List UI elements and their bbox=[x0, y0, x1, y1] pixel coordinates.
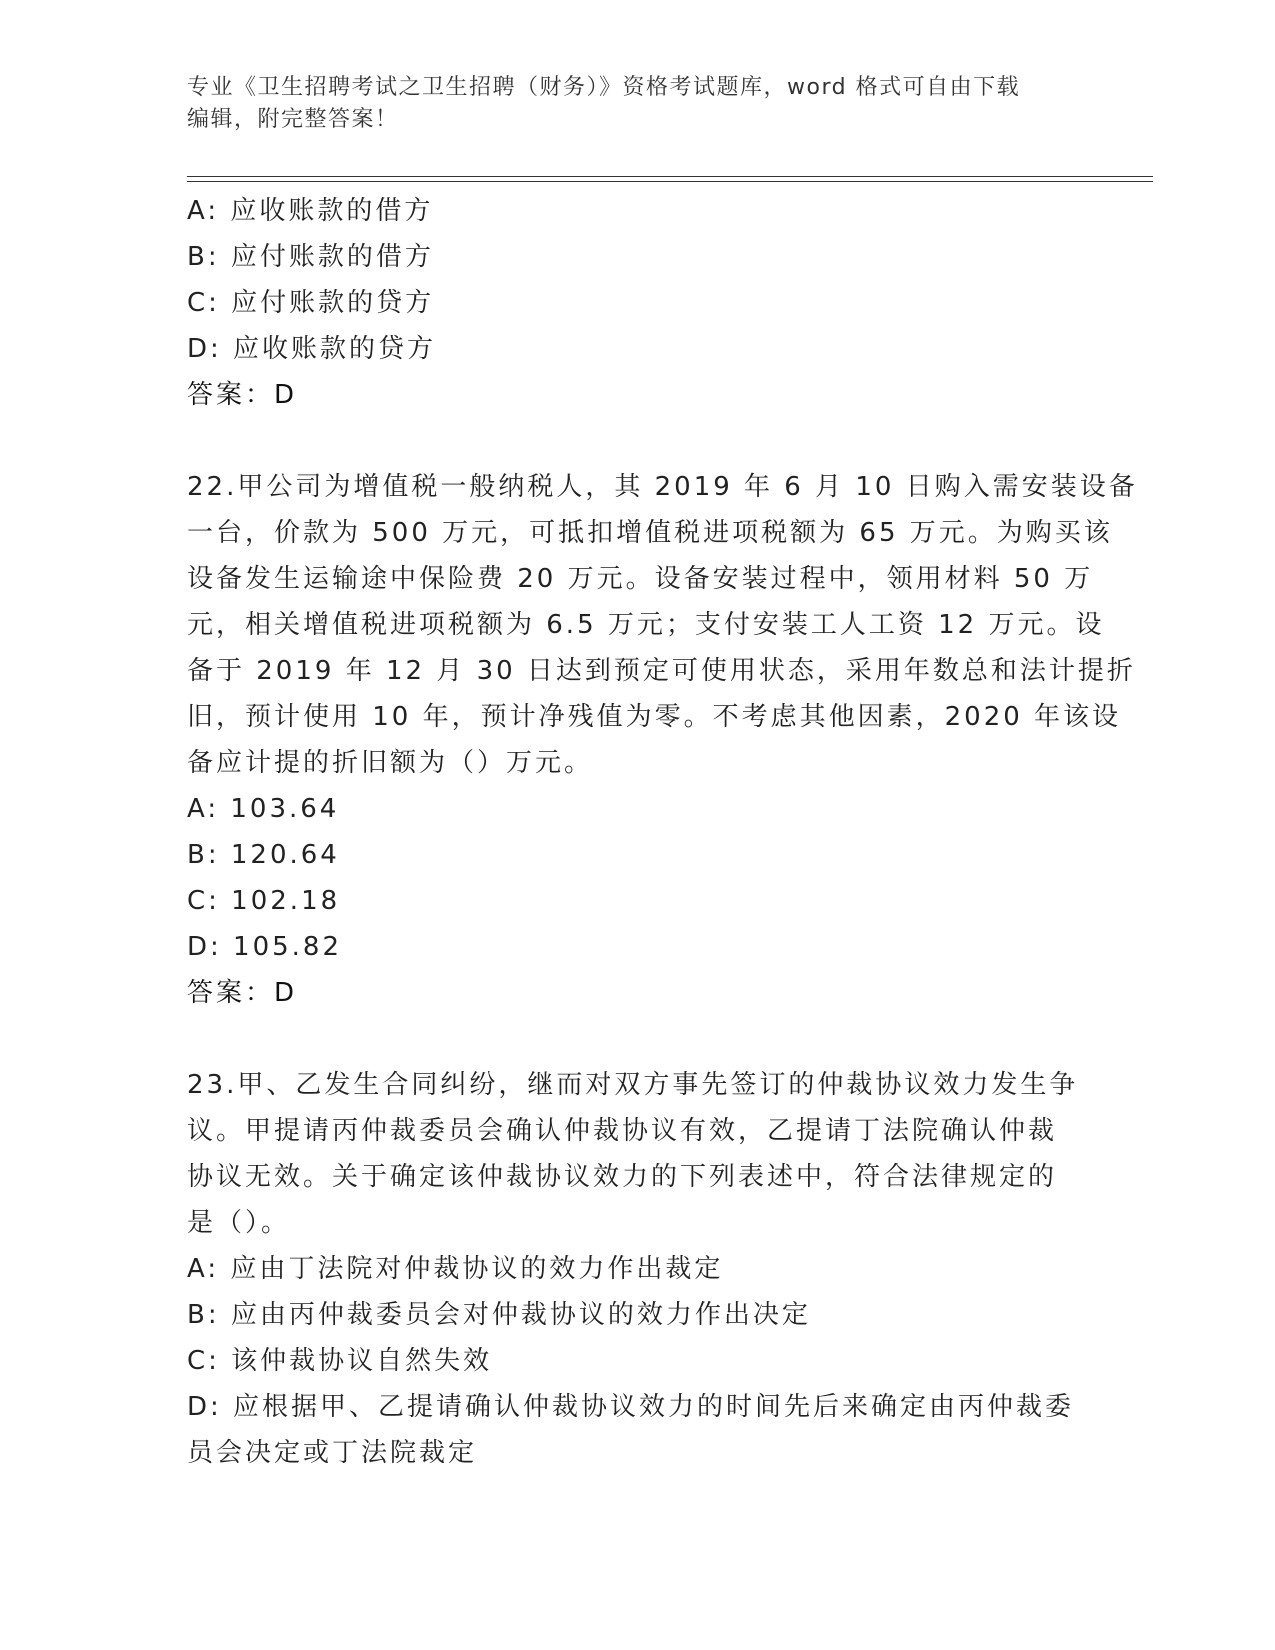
answer-label: 答案：D bbox=[187, 978, 298, 1008]
option-c: C: 应付账款的贷方 bbox=[187, 288, 435, 318]
spacer bbox=[187, 1016, 1087, 1062]
question-22 bbox=[187, 464, 1138, 1016]
spacer bbox=[187, 418, 1087, 464]
question-stem-line: 元，相关增值税进项税额为 6.5 万元；支付安装工人工资 12 万元。设 bbox=[187, 610, 1105, 640]
option-c: C: 该仲裁协议自然失效 bbox=[187, 1346, 493, 1376]
question-stem-line: 协议无效。关于确定该仲裁协议效力的下列表述中，符合法律规定的 bbox=[187, 1162, 1058, 1192]
option-d: D: 应根据甲、乙提请确认仲裁协议效力的时间先后来确定由丙仲裁委 bbox=[187, 1392, 1075, 1422]
question-stem-line: 一台，价款为 500 万元，可抵扣增值税进项税额为 65 万元。为购买该 bbox=[187, 518, 1113, 548]
header-divider bbox=[187, 176, 1153, 182]
option-a: A: 应收账款的借方 bbox=[187, 196, 434, 226]
question-stem-line: 22.甲公司为增值税一般纳税人，其 2019 年 6 月 10 日购入需安装设备 bbox=[187, 472, 1138, 502]
header-line-2: 编辑，附完整答案！ bbox=[187, 107, 399, 132]
question-stem-line: 23.甲、乙发生合同纠纷，继而对双方事先签订的仲裁协议效力发生争 bbox=[187, 1070, 1079, 1100]
option-a: A: 103.64 bbox=[187, 794, 340, 824]
question-stem-line: 设备发生运输途中保险费 20 万元。设备安装过程中，领用材料 50 万 bbox=[187, 564, 1094, 594]
question-21 bbox=[187, 188, 1087, 418]
question-23 bbox=[187, 1062, 1087, 1476]
option-b: B: 应付账款的借方 bbox=[187, 242, 434, 272]
option-d: D: 应收账款的贷方 bbox=[187, 334, 437, 364]
question-stem-line: 是（）。 bbox=[187, 1208, 291, 1238]
option-c: C: 102.18 bbox=[187, 886, 341, 916]
option-b: B: 应由丙仲裁委员会对仲裁协议的效力作出决定 bbox=[187, 1300, 811, 1330]
answer-label: 答案：D bbox=[187, 380, 298, 410]
question-content bbox=[187, 188, 1138, 1476]
document-header bbox=[187, 72, 1087, 136]
option-d: D: 105.82 bbox=[187, 932, 343, 962]
question-stem-line: 备应计提的折旧额为（）万元。 bbox=[187, 748, 594, 778]
option-a: A: 应由丁法院对仲裁协议的效力作出裁定 bbox=[187, 1254, 724, 1284]
header-line-1: 专业《卫生招聘考试之卫生招聘（财务）》资格考试题库，word 格式可自由下载 bbox=[187, 75, 1021, 100]
option-d-continuation: 员会决定或丁法院裁定 bbox=[187, 1438, 478, 1468]
question-stem-line: 议。甲提请丙仲裁委员会确认仲裁协议有效，乙提请丁法院确认仲裁 bbox=[187, 1116, 1058, 1146]
option-b: B: 120.64 bbox=[187, 840, 340, 870]
question-stem-line: 旧，预计使用 10 年，预计净残值为零。不考虑其他因素，2020 年该设 bbox=[187, 702, 1122, 732]
question-stem-line: 备于 2019 年 12 月 30 日达到预定可使用状态，采用年数总和法计提折 bbox=[187, 656, 1136, 686]
